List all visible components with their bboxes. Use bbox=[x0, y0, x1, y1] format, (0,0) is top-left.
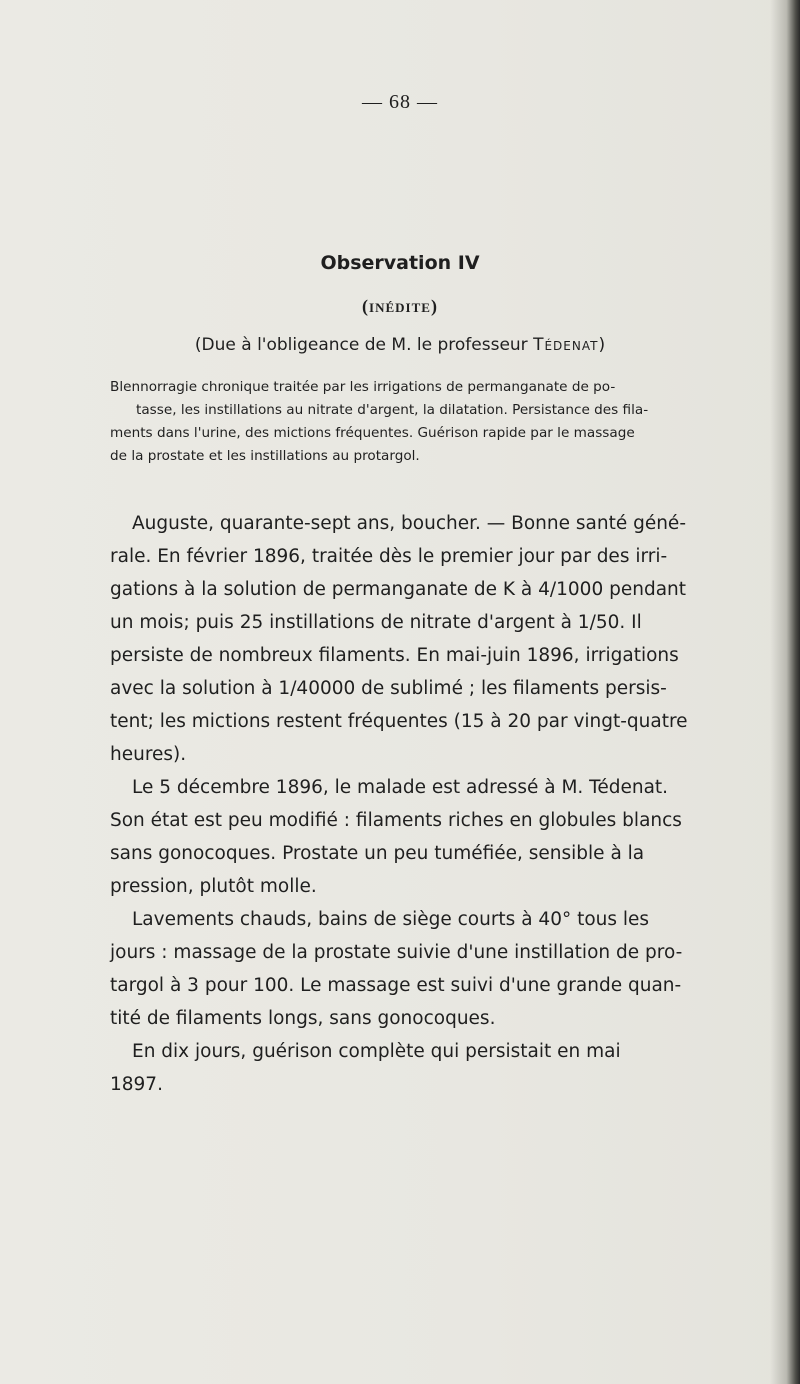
body-line: pression, plutôt molle. bbox=[110, 876, 317, 897]
body-line: sans gonocoques. Prostate un peu tuméfiée, sensible à la bbox=[110, 843, 645, 864]
summary-line: Blennorragie chronique traitée par les irrigations de permanganate de po- bbox=[110, 379, 616, 395]
body-line: tent; les mictions restent fréquentes (15 à 20 par vingt-quatre bbox=[110, 711, 688, 732]
observation-credit bbox=[0, 335, 800, 355]
summary-line: ments dans l'urine, des mictions fréquentes. Guérison rapide par le massage bbox=[110, 425, 635, 441]
observation-subtitle: (inédite) bbox=[362, 296, 438, 316]
body-line: targol à 3 pour 100. Le massage est suivi d'une grande quan- bbox=[110, 975, 682, 996]
case-summary bbox=[110, 376, 744, 468]
body-line: Lavements chauds, bains de siège courts à 40° tous les bbox=[132, 909, 650, 930]
body-line: persiste de nombreux filaments. En mai-juin 1896, irrigations bbox=[110, 645, 679, 666]
body-line: rale. En février 1896, traitée dès le premier jour par des irri- bbox=[110, 546, 668, 567]
body-line: 1897. bbox=[110, 1074, 163, 1095]
credit-suffix: ) bbox=[598, 335, 606, 355]
body-line: gations à la solution de permanganate de K à 4/1000 pendant bbox=[110, 579, 687, 600]
body-line: En dix jours, guérison complète qui persistait en mai bbox=[132, 1041, 621, 1062]
body-line: Son état est peu modifié : filaments riches en globules blancs bbox=[110, 810, 682, 831]
body-line: Le 5 décembre 1896, le malade est adressé à M. Tédenat. bbox=[132, 777, 669, 798]
body-line: tité de filaments longs, sans gonocoques. bbox=[110, 1008, 496, 1029]
body-line: jours : massage de la prostate suivie d'une instillation de pro- bbox=[110, 942, 683, 963]
body-line: heures). bbox=[110, 744, 187, 765]
summary-line: tasse, les instillations au nitrate d'argent, la dilatation. Persistance des fila- bbox=[136, 402, 649, 418]
observation-title: Observation IV bbox=[320, 252, 480, 274]
summary-line: de la prostate et les instillations au protargol. bbox=[110, 448, 420, 464]
page-number: — 68 — bbox=[362, 91, 438, 113]
body-line: avec la solution à 1/40000 de sublimé ; les filaments persis- bbox=[110, 678, 667, 699]
body-line: un mois; puis 25 instillations de nitrate d'argent à 1/50. Il bbox=[110, 612, 642, 633]
credit-name: Tédenat bbox=[533, 335, 599, 355]
page-edge-shadow bbox=[770, 0, 800, 1384]
body-line: Auguste, quarante-sept ans, boucher. — Bonne santé géné- bbox=[132, 513, 686, 534]
case-body bbox=[110, 507, 750, 1101]
credit-prefix: (Due à l'obligeance de M. le professeur bbox=[194, 335, 534, 355]
